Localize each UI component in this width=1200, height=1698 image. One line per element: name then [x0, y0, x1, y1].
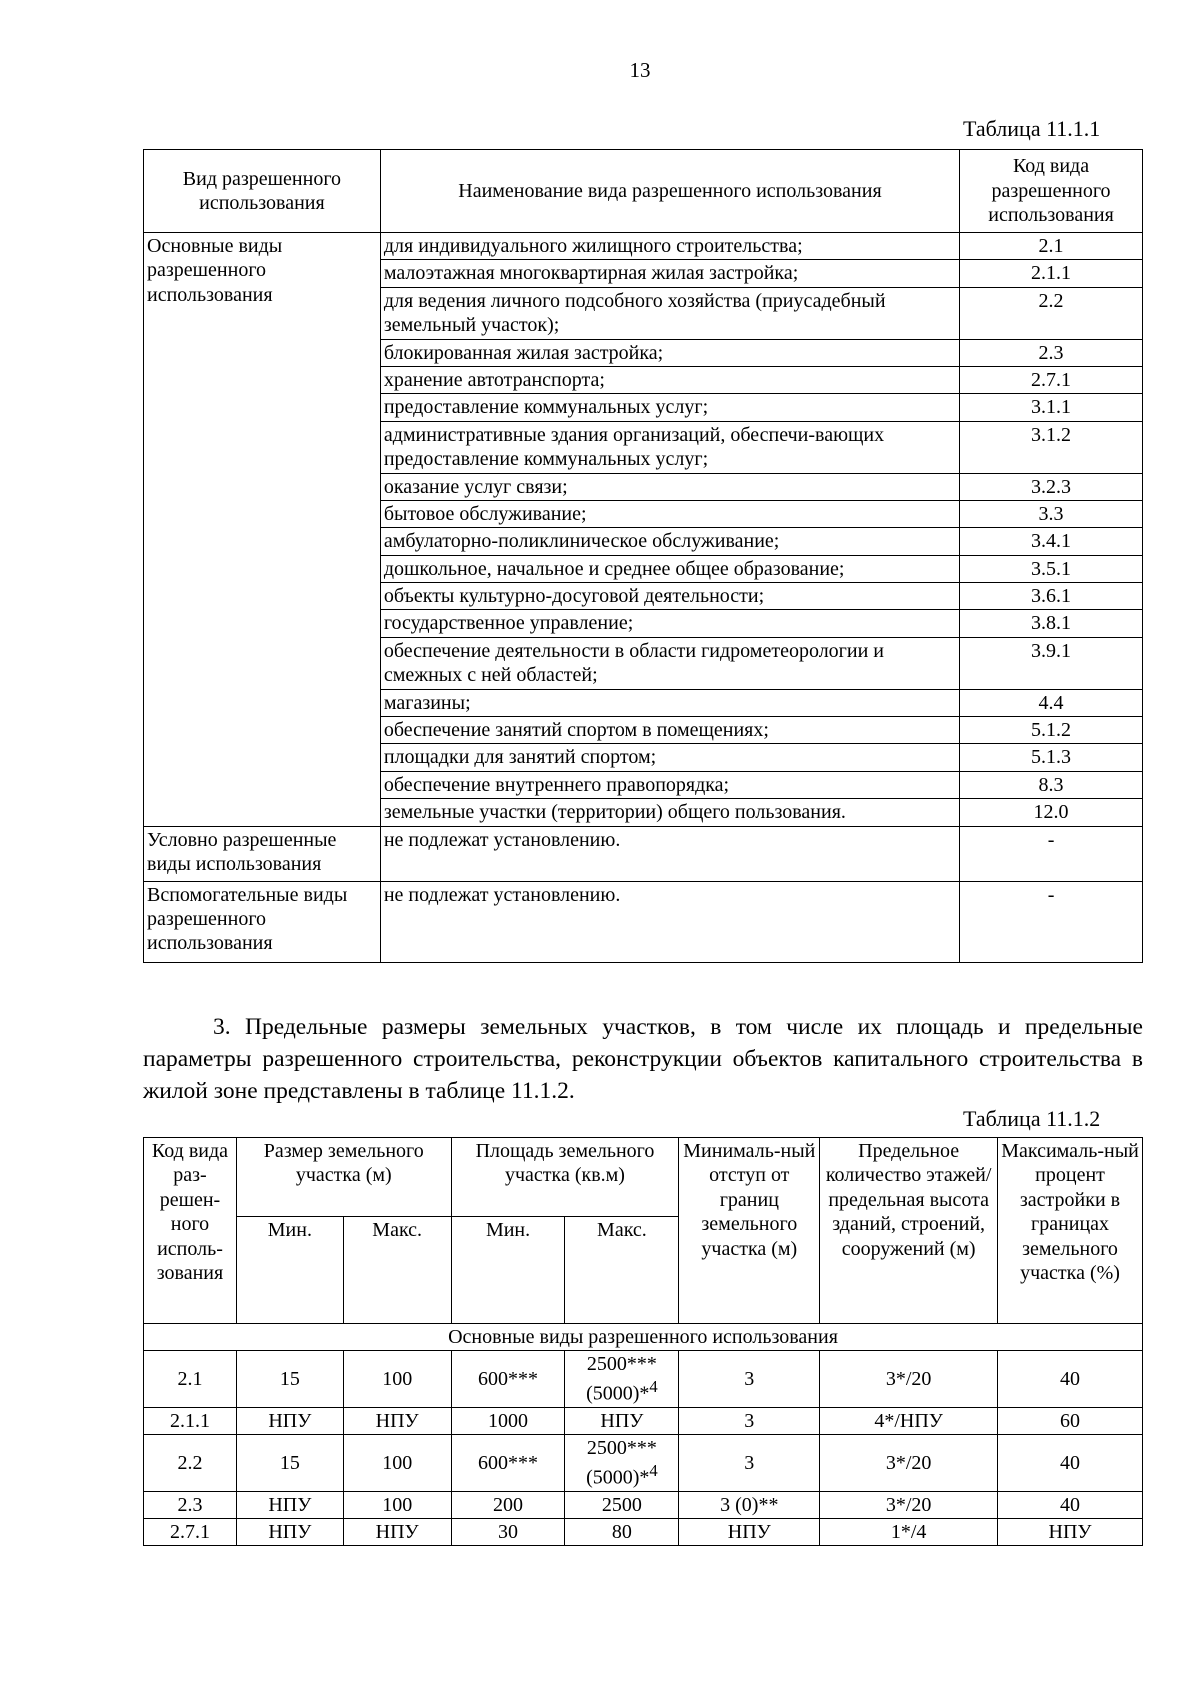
use-name: для индивидуального жилищного строительства;	[380, 233, 959, 260]
area-max	[565, 1435, 679, 1491]
use-name: обеспечение занятий спортом в помещениях;	[380, 717, 959, 744]
use-name: объекты культурно-досуговой деятельности;	[380, 583, 959, 610]
use-name: амбулаторно-поликлиническое обслуживание;	[380, 528, 959, 555]
area-max-alt: (5000)*	[586, 1382, 650, 1405]
area-max-value: 2500***	[586, 1437, 657, 1460]
code: 2.3	[144, 1491, 237, 1518]
table-row	[144, 233, 1143, 260]
header-area-max: Макс.	[565, 1217, 679, 1324]
use-name: площадки для занятий спортом;	[380, 744, 959, 771]
use-code: 2.2	[960, 287, 1143, 339]
area-max-sup: 4	[649, 1460, 658, 1480]
setback: 3	[679, 1435, 820, 1491]
group-conditional: Условно разрешенные виды использования	[144, 826, 381, 881]
use-code: 5.1.2	[960, 717, 1143, 744]
table-row	[144, 1435, 1143, 1491]
table-row	[144, 826, 1143, 881]
size-max: НПУ	[343, 1519, 451, 1546]
paragraph-text: 3. Предельные размеры земельных участков, в том числе их площадь и предельные параметры разрешенного строительства, реконструкции объектов капитального строительства в жилой зоне представлены в таблице 11.1.2.	[143, 1014, 1143, 1104]
header-use-type: Вид разрешенного использования	[144, 150, 381, 233]
header-coverage: Максималь-ный процент застройки в границах земельного участка (%)	[998, 1138, 1143, 1324]
code: 2.1.1	[144, 1407, 237, 1434]
header-area: Площадь земельного участка (кв.м)	[451, 1138, 679, 1217]
header-use-code: Код вида разрешенного использования	[960, 150, 1143, 233]
section-row	[144, 1324, 1143, 1351]
use-name: малоэтажная многоквартирная жилая застройка;	[380, 260, 959, 287]
use-code: 3.2.3	[960, 473, 1143, 500]
coverage: НПУ	[998, 1519, 1143, 1546]
floors: 1*/4	[820, 1519, 998, 1546]
use-name: не подлежат установлению.	[380, 826, 959, 881]
area-max: 2500	[565, 1491, 679, 1518]
area-max-value: 2500***	[586, 1353, 657, 1376]
code: 2.7.1	[144, 1519, 237, 1546]
use-code: 3.6.1	[960, 583, 1143, 610]
area-min: 600***	[451, 1435, 565, 1491]
area-max-sup: 4	[649, 1376, 658, 1396]
header-use-name: Наименование вида разрешенного использования	[380, 150, 959, 233]
area-max: 80	[565, 1519, 679, 1546]
use-name: обеспечение внутреннего правопорядка;	[380, 771, 959, 798]
header-setback: Минималь-ный отступ от границ земельного участка (м)	[679, 1138, 820, 1324]
size-max: 100	[343, 1435, 451, 1491]
floors: 3*/20	[820, 1435, 998, 1491]
size-min: НПУ	[236, 1519, 343, 1546]
group-main: Основные виды разрешенного использования	[144, 233, 381, 827]
use-name: обеспечение деятельности в области гидрометеорологии и смежных с ней областей;	[380, 637, 959, 689]
paragraph-3	[143, 1011, 1143, 1107]
section-main: Основные виды разрешенного использования	[144, 1324, 1143, 1351]
header-area-min: Мин.	[451, 1217, 565, 1324]
use-name: для ведения личного подсобного хозяйства (приусадебный земельный участок);	[380, 287, 959, 339]
table-row	[144, 1491, 1143, 1518]
table2-header-row	[144, 1138, 1143, 1217]
use-code: 3.3	[960, 500, 1143, 527]
group-auxiliary: Вспомогательные виды разрешенного использования	[144, 881, 381, 962]
use-code: 5.1.3	[960, 744, 1143, 771]
area-min: 600***	[451, 1351, 565, 1407]
use-code: 8.3	[960, 771, 1143, 798]
use-code: 3.9.1	[960, 637, 1143, 689]
coverage: 60	[998, 1407, 1143, 1434]
area-min: 30	[451, 1519, 565, 1546]
use-code: 3.5.1	[960, 555, 1143, 582]
size-min: НПУ	[236, 1491, 343, 1518]
use-name: предоставление коммунальных услуг;	[380, 394, 959, 421]
area-min: 200	[451, 1491, 565, 1518]
table-row	[144, 881, 1143, 962]
parameters-table	[143, 1137, 1143, 1546]
header-size: Размер земельного участка (м)	[236, 1138, 451, 1217]
area-min: 1000	[451, 1407, 565, 1434]
use-name: административные здания организаций, обеспечи-вающих предоставление коммунальных услуг;	[380, 421, 959, 473]
use-code: -	[960, 826, 1143, 881]
use-name: бытовое обслуживание;	[380, 500, 959, 527]
permitted-use-table	[143, 149, 1143, 963]
page-number: 13	[629, 58, 651, 82]
header-floors: Предельное количество этажей/ предельная высота зданий, строений, сооружений (м)	[820, 1138, 998, 1324]
use-code: -	[960, 881, 1143, 962]
use-code: 2.1.1	[960, 260, 1143, 287]
use-code: 2.3	[960, 339, 1143, 366]
use-code: 3.4.1	[960, 528, 1143, 555]
table-row	[144, 1351, 1143, 1407]
setback: 3	[679, 1407, 820, 1434]
use-name: хранение автотранспорта;	[380, 366, 959, 393]
use-code: 4.4	[960, 689, 1143, 716]
use-name: блокированная жилая застройка;	[380, 339, 959, 366]
floors: 4*/НПУ	[820, 1407, 998, 1434]
table-row	[144, 1519, 1143, 1546]
header-size-min: Мин.	[236, 1217, 343, 1324]
table1-header-row	[144, 150, 1143, 233]
header-size-max: Макс.	[343, 1217, 451, 1324]
size-min: 15	[236, 1435, 343, 1491]
coverage: 40	[998, 1435, 1143, 1491]
use-name: государственное управление;	[380, 610, 959, 637]
area-max-alt: (5000)*	[586, 1466, 650, 1489]
use-code: 2.7.1	[960, 366, 1143, 393]
use-code: 3.1.2	[960, 421, 1143, 473]
use-name: магазины;	[380, 689, 959, 716]
floors: 3*/20	[820, 1491, 998, 1518]
size-min: НПУ	[236, 1407, 343, 1434]
setback: НПУ	[679, 1519, 820, 1546]
size-min: 15	[236, 1351, 343, 1407]
header-code: Код вида раз-решен-ного исполь-зования	[144, 1138, 237, 1324]
setback: 3	[679, 1351, 820, 1407]
code: 2.2	[144, 1435, 237, 1491]
coverage: 40	[998, 1491, 1143, 1518]
use-code: 3.8.1	[960, 610, 1143, 637]
area-max	[565, 1351, 679, 1407]
use-code: 2.1	[960, 233, 1143, 260]
use-code: 12.0	[960, 799, 1143, 826]
size-max: НПУ	[343, 1407, 451, 1434]
table1-caption: Таблица 11.1.1	[963, 116, 1101, 141]
setback: 3 (0)**	[679, 1491, 820, 1518]
use-name: дошкольное, начальное и среднее общее образование;	[380, 555, 959, 582]
use-name: земельные участки (территории) общего пользования.	[380, 799, 959, 826]
use-name: оказание услуг связи;	[380, 473, 959, 500]
use-code: 3.1.1	[960, 394, 1143, 421]
area-max: НПУ	[565, 1407, 679, 1434]
size-max: 100	[343, 1491, 451, 1518]
table2-caption: Таблица 11.1.2	[963, 1106, 1101, 1131]
size-max: 100	[343, 1351, 451, 1407]
use-name: не подлежат установлению.	[380, 881, 959, 962]
floors: 3*/20	[820, 1351, 998, 1407]
code: 2.1	[144, 1351, 237, 1407]
coverage: 40	[998, 1351, 1143, 1407]
table-row	[144, 1407, 1143, 1434]
